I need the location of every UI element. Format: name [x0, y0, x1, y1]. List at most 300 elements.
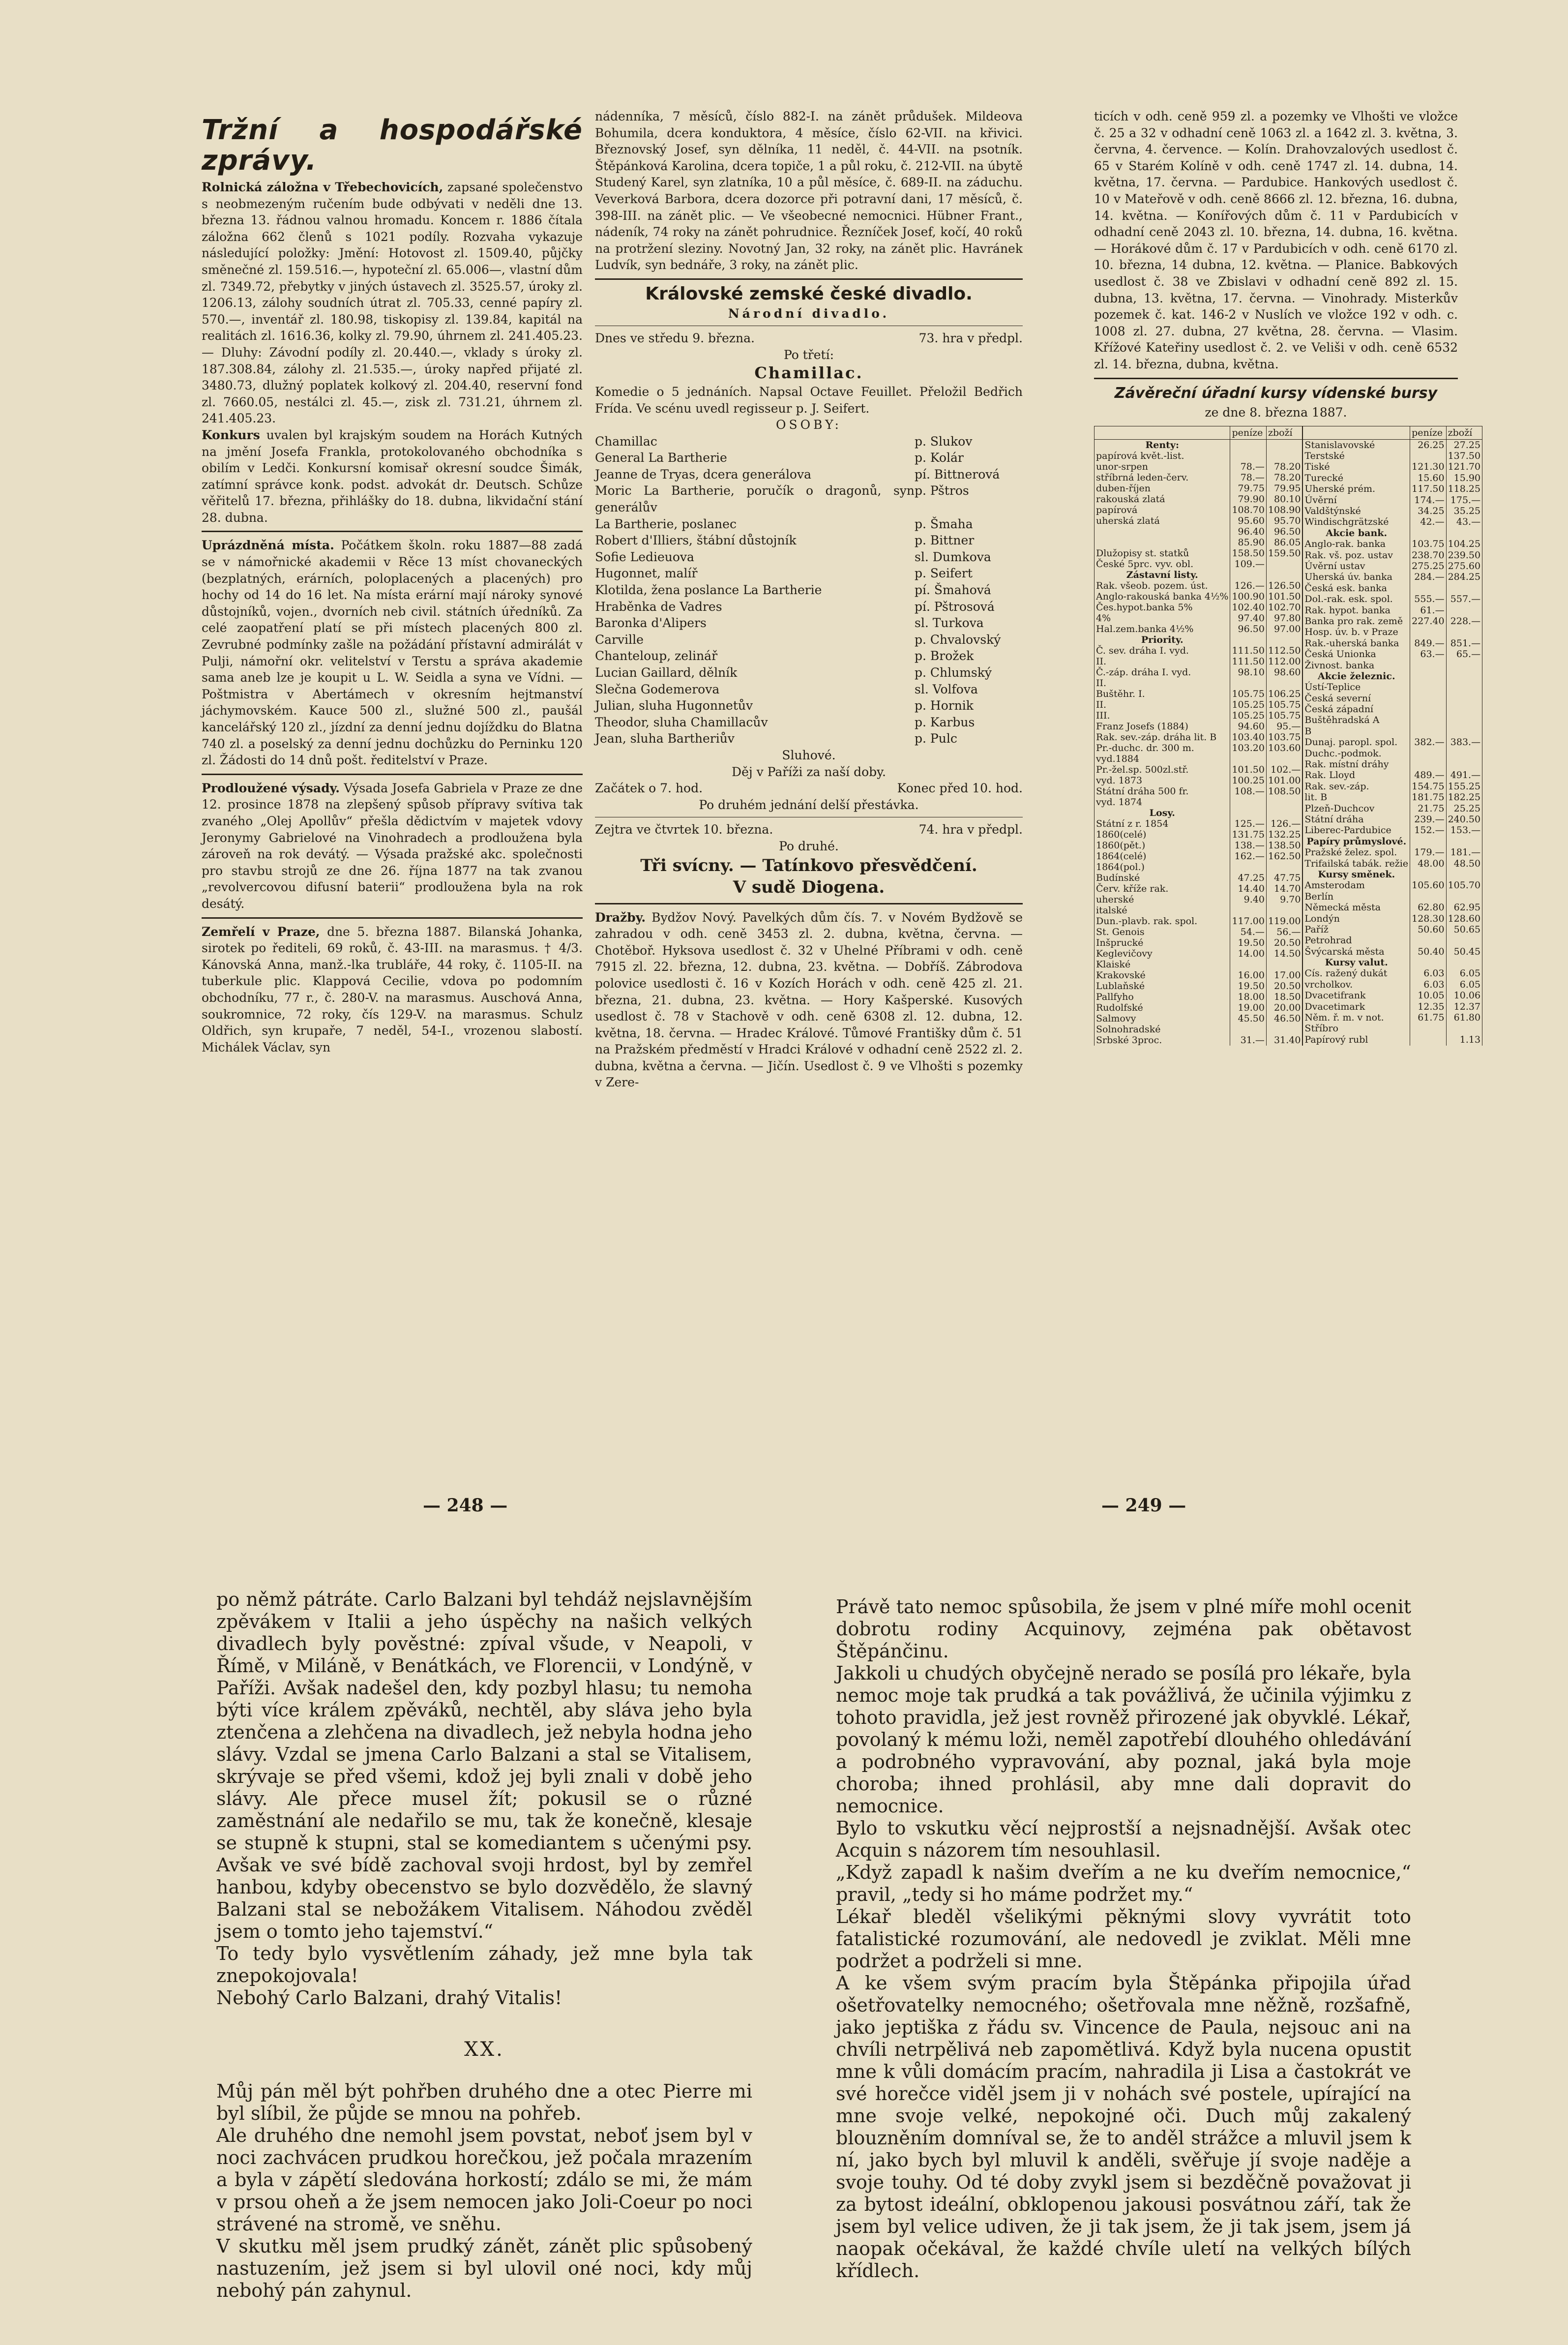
price-zbozi: 275.60 [1446, 561, 1482, 571]
price-penize: 111.50 [1230, 645, 1266, 656]
price-penize: 489.— [1410, 770, 1446, 781]
security-name: Rudolfské [1095, 1002, 1230, 1013]
price-zbozi: 95.70 [1266, 515, 1302, 526]
price-zbozi: 284.25 [1446, 571, 1482, 582]
cast-row [595, 599, 1023, 615]
price-zbozi: 104.25 [1446, 539, 1482, 549]
bourse-row [1095, 656, 1302, 667]
section-title: Tržní a hospodářské zprávy. [202, 114, 583, 177]
security-name: duben-říjen [1095, 483, 1230, 494]
security-name: 1864(celé) [1095, 851, 1230, 862]
price-penize: 111.50 [1230, 656, 1266, 667]
bourse-row [1095, 862, 1302, 872]
price-penize: 21.75 [1410, 803, 1446, 814]
bourse-row [1303, 748, 1482, 759]
price-penize: 96.40 [1230, 526, 1266, 537]
bourse-row [1303, 946, 1482, 957]
bourse-row [1303, 869, 1482, 880]
bourse-row [1303, 858, 1482, 869]
security-name: Trifailská tabák. režie [1303, 858, 1410, 869]
price-zbozi: 27.25 [1446, 439, 1482, 451]
price-zbozi: 101.00 [1266, 775, 1302, 786]
price-penize: 181.75 [1410, 792, 1446, 803]
security-name: St. Genois [1095, 927, 1230, 937]
bourse-row [1095, 1002, 1302, 1013]
cast-role: La Bartherie, poslanec [595, 516, 737, 531]
security-name: vyd.1884 [1095, 753, 1230, 764]
price-penize: 10.05 [1410, 990, 1446, 1001]
price-zbozi [1446, 935, 1482, 946]
price-zbozi: 108.90 [1266, 505, 1302, 515]
divider [202, 917, 583, 919]
setting-line: Děj v Paříži za naší doby. [732, 764, 886, 779]
security-name: III. [1095, 710, 1230, 721]
cast-row [595, 664, 1023, 681]
price-zbozi: 48.50 [1446, 858, 1482, 869]
price-zbozi: 137.50 [1446, 451, 1482, 461]
security-name: 1860(celé) [1095, 829, 1230, 840]
security-name: Krakovské [1095, 970, 1230, 981]
price-zbozi: 155.25 [1446, 781, 1482, 792]
price-penize: 78.— [1230, 461, 1266, 472]
bourse-row [1095, 883, 1302, 894]
security-name: uherské [1095, 894, 1230, 905]
price-penize: 50.40 [1410, 946, 1446, 957]
price-zbozi: 112.50 [1266, 645, 1302, 656]
security-name: Berlín [1303, 891, 1410, 902]
price-zbozi: 105.75 [1266, 699, 1302, 710]
novel-paragraph: Lékař bleděl všelikými pěknými slovy vyvrátit toto fatalistické rozumování, ale nedovedl je zviklat. Měli mne podržet a podrželi si mne. [836, 1906, 1411, 1972]
article-konkurs: Konkurs uvalen byl krajským soudem na Horách Kutných na jmění Josefa Frankla, protokolovaného obchodníka s obilím v Ledči. Konkursní komisař okresní soudce Šimák, zatímní správce konk. podst. advokát dr. Deutsch. Schůze věřitelů 17. března, přihlášky do 18. dubna, likvidační stání 28. dubna. [202, 427, 583, 525]
security-name: Windischgrätzské [1303, 516, 1410, 527]
cast-role: Moric La Bartherie, poručík o dragonů, syn generálův [595, 483, 915, 515]
price-zbozi: 79.95 [1266, 483, 1302, 494]
bourse-row [1095, 829, 1302, 840]
page-number-left: — 248 — [423, 1495, 508, 1516]
cast-role: Baronka d'Alipers [595, 616, 707, 631]
security-name: Terstské [1303, 451, 1410, 461]
article-deceased: Zemřelí v Praze, dne 5. března 1887. Bilanská Johanka, sirotek po řediteli, 69 roků, č. 43-III. na marasmus. † 4/3. Kánovská Anna, manž.-lka trubláře, 44 roky, č. 1105-II. na tuberkule plic. Klappová Cecilie, vdova po podomním obchodníku, 77 r., č. 280-V. na marasmus. Auschová Anna, soukromnice, 72 roky, čís 129-V. na marasmus. Schulz Oldřich, syn krupaře, 7 neděl, 54-I., vrozenou slabostí. Michálek Václav, syn [202, 924, 583, 1054]
price-zbozi: 182.25 [1446, 792, 1482, 803]
price-zbozi: 17.00 [1266, 970, 1302, 981]
cast-role: Klotilda, žena poslance La Bartherie [595, 583, 822, 598]
article-zalozna: Rolnická záložna v Třebechovicích, zapsané společenstvo s neobmezeným ručením bude odbývati v neděli dne 13. března 13. řádnou valnou hromadu. Koncem r. 1886 čítala záložna 662 členů s 1021 podíly. Rozvaha vykazuje následující položky: Jmění: Hotovost zl. 1509.40, půjčky směnečné zl. 159.516.—, hypoteční zl. 65.006—, vlastní dům zl. 7349.72, přebytky v jiných ústavech zl. 3525.57, úroky zl. 1206.13, zálohy soudních útrat zl. 705.33, cenné papíry zl. 570.—, inventář zl. 180.98, tiskopisy zl. 139.84, kapitál na realitách zl. 1616.36, kolky zl. 79.90, úhrnem zl. 241.405.23. — Dluhy: Závodní podíly zl. 20.440.—, vklady s úroky zl. 187.308.84, zálohy zl. 21.535.—, úroky napřed přijaté zl. 3480.73, dlužný poplatek kolkový zl. 204.40, reservní fond zl. 7660.05, nestálci zl. 45.—, zisk zl. 731.21, úhrnem zl. 241.405.23. [202, 180, 583, 426]
price-penize: 101.50 [1230, 764, 1266, 775]
price-zbozi [1266, 559, 1302, 570]
header-penize: peníze [1410, 426, 1446, 439]
price-zbozi: 162.50 [1266, 851, 1302, 862]
bourse-row [1303, 957, 1482, 968]
bourse-row [1303, 693, 1482, 704]
performance-1-description: Komedie o 5 jednáních. Napsal Octave Feuillet. Přeložil Bedřich Frída. Ve scénu uvedl regisseur p. J. Seifert. [595, 384, 1023, 416]
article-vacancies: Uprázdněná místa. Počátkem školn. roku 1887—88 zadá se v námořnické akademii v Rěce 13 míst chovaneckých (bezplatných, erárních, poloplacených a placených) pro hochy od 14 do 16 let. Na místa erární mají nároky synové důstojníků, vojen., dvorních neb civil. státních úředníků. Za celé zaopatření platí se při místech placených 800 zl. Zevrubné podmínky zašle na požádání přístavní admirálát v Pulji, námořní okr. velitelství v Terstu a správa akademie sama aneb lze je koupit u L. W. Seidla a syna ve Vídni. — Poštmistra v Abertámech v okresním hejtmanství jáchymovském. Kauce 500 zl., služné 500 zl., paušál kancelářský 120 zl., jízdní za denní jednu dojíždku do Blatna 740 zl. a poselský za denní jednu dochůzku do Perninku 120 zl. Žádosti do 14 dnů pošt. ředitelství v Praze. [202, 538, 583, 768]
bourse-row [1095, 505, 1302, 515]
bourse-row [1303, 990, 1482, 1001]
security-name: Česká západní [1303, 704, 1410, 715]
security-name: Hal.zem.banka 4½% [1095, 624, 1230, 634]
security-name: Uherské prém. [1303, 483, 1410, 494]
price-zbozi [1266, 959, 1302, 970]
performance-1-play: Chamillac. [754, 363, 863, 383]
price-zbozi: 15.90 [1446, 473, 1482, 483]
security-name: Anglo-rak. banka [1303, 539, 1410, 549]
price-penize: 849.— [1410, 638, 1446, 649]
security-name: Státní dráha [1303, 814, 1410, 825]
price-penize [1410, 726, 1446, 737]
bourse-row [1095, 872, 1302, 883]
bourse-row [1095, 526, 1302, 537]
price-penize [1410, 627, 1446, 637]
security-name: Červ. kříže rak. [1095, 883, 1230, 894]
bourse-row [1303, 770, 1482, 781]
price-penize: 47.25 [1230, 872, 1266, 883]
price-penize: 98.10 [1230, 667, 1266, 678]
security-name: Buštěhradská A [1303, 715, 1410, 725]
price-penize: 62.80 [1410, 902, 1446, 913]
security-name: Pallfyho [1095, 992, 1230, 1002]
performance-1-header: Dnes ve středu 9. března. 73. hra v předpl. [595, 331, 1023, 346]
price-penize [1410, 583, 1446, 594]
price-zbozi: 78.20 [1266, 472, 1302, 483]
bourse-row [1303, 649, 1482, 660]
bourse-row [1303, 880, 1482, 891]
price-penize [1410, 704, 1446, 715]
price-penize: 18.00 [1230, 992, 1266, 1002]
price-zbozi: 112.00 [1266, 656, 1302, 667]
novel-paragraph: Právě tato nemoc spůsobila, že jsem v plné míře mohl ocenit dobrotu rodiny Acquinovy, zejména pak obětavost Štěpánčinu. [836, 1596, 1411, 1662]
price-penize: 158.50 [1230, 548, 1266, 559]
cast-actor: p. Karbus [915, 715, 975, 729]
price-zbozi: 102.— [1266, 764, 1302, 775]
security-name: II. [1095, 678, 1230, 689]
bourse-row [1095, 775, 1302, 786]
cast-row [595, 450, 1023, 466]
bourse-row [1095, 451, 1302, 461]
price-penize: 100.90 [1230, 591, 1266, 602]
security-name [1095, 526, 1230, 537]
cast-actor: p. Brožek [915, 649, 974, 663]
price-penize: 102.40 [1230, 602, 1266, 613]
price-penize: 108.70 [1230, 505, 1266, 515]
security-name: Zástavní listy. [1095, 570, 1230, 580]
bourse-row [1303, 902, 1482, 913]
bourse-row [1095, 1035, 1302, 1046]
security-name: Živnost. banka [1303, 660, 1410, 671]
bourse-row [1095, 1013, 1302, 1024]
security-name: Pr.-duchc. dr. 300 m. [1095, 743, 1230, 753]
bourse-row [1303, 439, 1482, 451]
novel-paragraph: V skutku měl jsem prudký zánět, zánět plic spůsobený nastuzením, jež jsem si byl ulovil oné noci, kdy můj nebohý pán zahynul. [216, 2235, 752, 2301]
price-zbozi: 118.25 [1446, 483, 1482, 494]
security-name: Německá města [1303, 902, 1410, 913]
security-name: Státní dráha 500 fr. [1095, 786, 1230, 797]
bourse-row [1095, 591, 1302, 602]
bourse-row [1303, 594, 1482, 604]
page-number-right: — 249 — [1101, 1495, 1186, 1516]
bourse-row [1303, 583, 1482, 594]
price-penize: 103.75 [1410, 539, 1446, 549]
header-penize: peníze [1230, 426, 1266, 439]
price-zbozi: 97.80 [1266, 613, 1302, 624]
price-penize: 31.— [1230, 1035, 1266, 1046]
price-zbozi: 96.50 [1266, 526, 1302, 537]
price-penize: 555.— [1410, 594, 1446, 604]
bourse-row [1095, 894, 1302, 905]
price-penize: 154.75 [1410, 781, 1446, 792]
divider [202, 531, 583, 532]
price-zbozi: 62.95 [1446, 902, 1482, 913]
bourse-row [1095, 981, 1302, 992]
bourse-row [1303, 483, 1482, 494]
price-zbozi [1266, 451, 1302, 461]
security-name: Švýcarská města [1303, 946, 1410, 957]
price-penize: 105.25 [1230, 710, 1266, 721]
column-market-news [202, 108, 583, 1234]
price-penize: 6.03 [1410, 979, 1446, 990]
price-penize: 19.50 [1230, 981, 1266, 992]
security-name: České 5prc. vyv. obl. [1095, 559, 1230, 570]
security-name: Rak. všeob. pozem. úst. [1095, 580, 1230, 591]
price-zbozi [1266, 808, 1302, 818]
cast-row [595, 697, 1023, 714]
security-name: Čes.hypot.banka 5% [1095, 602, 1230, 613]
price-penize: 126.— [1230, 580, 1266, 591]
security-name: Rak. místní dráhy [1303, 759, 1410, 770]
price-zbozi: 228.— [1446, 616, 1482, 627]
bourse-row [1303, 571, 1482, 582]
security-name: II. [1095, 656, 1230, 667]
bourse-row [1303, 803, 1482, 814]
price-zbozi [1446, 704, 1482, 715]
price-penize [1410, 660, 1446, 671]
bourse-row [1095, 753, 1302, 764]
price-penize: 138.— [1230, 840, 1266, 851]
price-penize: 19.50 [1230, 937, 1266, 948]
security-name: papírová [1095, 505, 1230, 515]
bourse-row [1303, 506, 1482, 516]
price-zbozi: 138.50 [1266, 840, 1302, 851]
security-name: Dun.-plavb. rak. spol. [1095, 916, 1230, 927]
price-zbozi [1266, 1024, 1302, 1035]
price-penize: 34.25 [1410, 506, 1446, 516]
cast-role: Jeanne de Tryas, dcera generálova [595, 467, 812, 481]
bourse-row [1303, 616, 1482, 627]
price-penize: 97.40 [1230, 613, 1266, 624]
security-name: Londýn [1303, 913, 1410, 924]
cast-role: General La Bartherie [595, 451, 727, 465]
security-name: Lublaňské [1095, 981, 1230, 992]
bourse-row [1303, 913, 1482, 924]
price-zbozi [1446, 891, 1482, 902]
price-penize: 16.00 [1230, 970, 1266, 981]
price-zbozi: 97.00 [1266, 624, 1302, 634]
bourse-row [1095, 439, 1302, 451]
security-name: Uherská úv. banka [1303, 571, 1410, 582]
security-name: 1864(pol.) [1095, 862, 1230, 872]
cast-actor: pí. Bittnerová [915, 467, 1000, 481]
price-penize: 63.— [1410, 649, 1446, 660]
security-name: Budínské [1095, 872, 1230, 883]
security-name: Buštěhr. I. [1095, 689, 1230, 699]
bourse-row [1303, 726, 1482, 737]
bourse-row [1095, 461, 1302, 472]
price-penize [1410, 1023, 1446, 1034]
security-name: Turecké [1303, 473, 1410, 483]
price-penize [1230, 862, 1266, 872]
price-zbozi: 20.00 [1266, 1002, 1302, 1013]
price-zbozi: 14.70 [1266, 883, 1302, 894]
price-zbozi: 103.60 [1266, 743, 1302, 753]
security-name: Rak. vš. poz. ustav [1303, 550, 1410, 561]
performance-1-run: Po třetí: [783, 347, 834, 362]
security-name: Salmovy [1095, 1013, 1230, 1024]
price-penize: 109.— [1230, 559, 1266, 570]
price-penize: 14.00 [1230, 948, 1266, 959]
security-name: Dvacetifrank [1303, 990, 1410, 1001]
price-zbozi: 239.50 [1446, 550, 1482, 561]
security-name: Klaiské [1095, 959, 1230, 970]
bourse-row [1095, 916, 1302, 927]
bourse-row [1095, 494, 1302, 505]
security-name: Renty: [1095, 439, 1230, 451]
bourse-row [1095, 613, 1302, 624]
bourse-table-left [1094, 426, 1302, 1046]
price-penize: 117.00 [1230, 916, 1266, 927]
bourse-row [1095, 472, 1302, 483]
bourse-row [1303, 1034, 1482, 1046]
cast-row [595, 433, 1023, 450]
price-zbozi: 102.70 [1266, 602, 1302, 613]
price-zbozi: 31.40 [1266, 1035, 1302, 1046]
cast-row [595, 615, 1023, 631]
price-penize: 79.90 [1230, 494, 1266, 505]
price-zbozi: 128.60 [1446, 913, 1482, 924]
price-zbozi: 18.50 [1266, 992, 1302, 1002]
security-name: II. [1095, 699, 1230, 710]
security-name: Banka pro rak. země [1303, 616, 1410, 627]
security-name: Č. sev. dráha I. vyd. [1095, 645, 1230, 656]
price-penize: 100.25 [1230, 775, 1266, 786]
cast-row [595, 516, 1023, 533]
price-penize [1410, 759, 1446, 770]
bourse-row [1095, 721, 1302, 732]
price-zbozi: 175.— [1446, 495, 1482, 506]
price-zbozi [1446, 693, 1482, 704]
price-zbozi: 10.06 [1446, 990, 1482, 1001]
security-name: vrcholkov. [1303, 979, 1410, 990]
security-name: Tiské [1303, 461, 1410, 472]
price-penize [1410, 836, 1446, 847]
price-zbozi: 153.— [1446, 825, 1482, 836]
price-penize [1230, 570, 1266, 580]
header-zbozi: zboží [1446, 426, 1482, 439]
price-zbozi [1266, 634, 1302, 645]
security-name: Ústí-Teplice [1303, 682, 1410, 692]
cast-actor: p. Kolár [915, 451, 964, 465]
cast-row [595, 466, 1023, 483]
price-penize: 96.50 [1230, 624, 1266, 634]
bourse-row [1095, 786, 1302, 797]
cast-actor: p. Seifert [915, 566, 973, 581]
price-penize [1410, 715, 1446, 725]
security-name: Solnohradské [1095, 1024, 1230, 1035]
price-penize: 78.— [1230, 472, 1266, 483]
bourse-row [1303, 737, 1482, 748]
security-name: unor-srpen [1095, 461, 1230, 472]
bourse-row [1303, 968, 1482, 979]
bourse-row [1303, 1012, 1482, 1023]
price-zbozi [1266, 678, 1302, 689]
price-zbozi [1266, 753, 1302, 764]
price-zbozi: 121.70 [1446, 461, 1482, 472]
bourse-row [1303, 473, 1482, 483]
bourse-row [1303, 516, 1482, 527]
column-theatre [595, 108, 1023, 1392]
price-penize [1410, 1034, 1446, 1046]
bourse-row [1095, 515, 1302, 526]
price-zbozi: 98.60 [1266, 667, 1302, 678]
price-zbozi [1446, 627, 1482, 637]
price-zbozi: 103.75 [1266, 732, 1302, 743]
bourse-row [1095, 927, 1302, 937]
price-zbozi: 50.45 [1446, 946, 1482, 957]
price-zbozi: 20.50 [1266, 937, 1302, 948]
price-zbozi [1446, 957, 1482, 968]
security-name: Úvěrní [1303, 495, 1410, 506]
price-penize: 179.— [1410, 847, 1446, 858]
price-penize: 103.40 [1230, 732, 1266, 743]
price-zbozi: 557.— [1446, 594, 1482, 604]
price-penize: 15.60 [1410, 473, 1446, 483]
price-penize [1230, 753, 1266, 764]
price-zbozi [1446, 715, 1482, 725]
bourse-row [1095, 1024, 1302, 1035]
bourse-row [1303, 627, 1482, 637]
security-name: Liberec-Pardubice [1303, 825, 1410, 836]
price-zbozi: 12.37 [1446, 1001, 1482, 1012]
bourse-row [1095, 602, 1302, 613]
security-name: Dlužopisy st. statků [1095, 548, 1230, 559]
cast-role: Jean, sluha Bartheriův [595, 731, 735, 746]
bourse-row [1303, 792, 1482, 803]
security-name: lit. B [1303, 792, 1410, 803]
price-zbozi [1446, 583, 1482, 594]
bourse-row [1303, 451, 1482, 461]
bourse-row [1303, 781, 1482, 792]
bourse-row [1095, 970, 1302, 981]
theatre-subtitle: Národní divadlo. [728, 306, 890, 321]
price-penize [1410, 957, 1446, 968]
security-name: Papíry průmyslové. [1303, 836, 1410, 847]
security-name: Amsterodam [1303, 880, 1410, 891]
price-zbozi: 126.— [1266, 818, 1302, 829]
bourse-row [1303, 979, 1482, 990]
security-name: Plzeň-Duchcov [1303, 803, 1410, 814]
bourse-tables [1094, 426, 1481, 1046]
security-name: Č.-záp. dráha I. vyd. [1095, 667, 1230, 678]
price-zbozi: 1.13 [1446, 1034, 1482, 1046]
security-name: Losy. [1095, 808, 1230, 818]
price-zbozi: 105.70 [1446, 880, 1482, 891]
price-penize: 125.— [1230, 818, 1266, 829]
security-name: Česká esk. banka [1303, 583, 1410, 594]
bourse-row [1303, 825, 1482, 836]
cast-actor: pí. Pštrosová [915, 599, 995, 614]
price-penize [1410, 528, 1446, 539]
novel-paragraph: Jakkoli u chudých obyčejně nerado se posílá pro lékaře, byla nemoc moje tak prudká a tak povážlivá, že učinila výjimku z tohoto pravidla, jež jest rovněž přirozené jak obyvklé. Lékař, povolaný k mému loži, neměl zapotřebí dlouhého ohledávání a podrobného vypravování, aby poznal, jaká byla moje choroba; ihned prohlásil, aby mne dali dopravit do nemocnice. [836, 1662, 1411, 1817]
price-penize: 61.— [1410, 605, 1446, 616]
chapter-number: XX. [464, 2038, 504, 2061]
